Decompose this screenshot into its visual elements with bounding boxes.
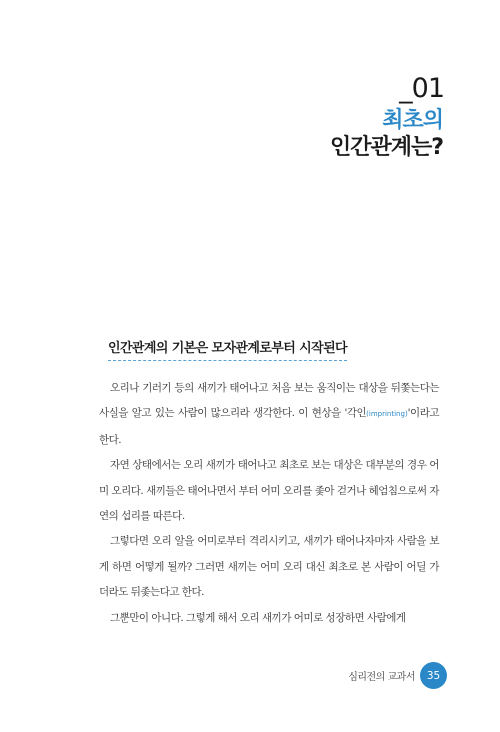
chapter-title-line1: 최초의 (382, 108, 443, 133)
section-heading: 인간관계의 기본은 모자관계로부터 시작된다 (108, 337, 347, 361)
paragraph-1-tail: '이라고 한다. (99, 407, 439, 446)
body-text (99, 376, 439, 631)
page-number-badge: 35 (420, 662, 447, 689)
paragraph-3: 그렇다면 오리 알을 어미로부터 격리시키고, 새끼가 태어나자마자 사람을 보게 하면 어떻게 될까? 그러면 새끼는 어미 오리 대신 최초로 본 사람이 어딜 가더라도 뒤좇는다고 한다. (99, 535, 439, 599)
paragraph-1 (99, 376, 439, 453)
paragraph-2: 자연 상태에서는 오리 새끼가 태어나고 최초로 보는 대상은 대부분의 경우 어미 오리다. 새끼들은 태어나면서 부터 어미 오리를 좇아 걷거나 헤엄침으로써 자연의 섭리를 따른다. (99, 459, 439, 523)
chapter-title-line2: 인간관계는? (329, 135, 443, 160)
chapter-number: _01 (399, 73, 444, 104)
paragraph-4: 그뿐만이 아니다. 그렇게 해서 오리 새끼가 어미로 성장하면 사람에게 (110, 611, 406, 624)
paragraph-1-text: 오리나 기러기 등의 새끼가 태어나고 처음 보는 움직이는 대상을 뒤쫓는다는 사실을 알고 있는 사람이 많으리라 생각한다. 이 현상을 '각인 (99, 382, 439, 420)
english-term: (imprinting) (366, 410, 408, 419)
footer-book-title: 심리전의 교과서 (348, 672, 415, 683)
page-footer (348, 662, 447, 689)
